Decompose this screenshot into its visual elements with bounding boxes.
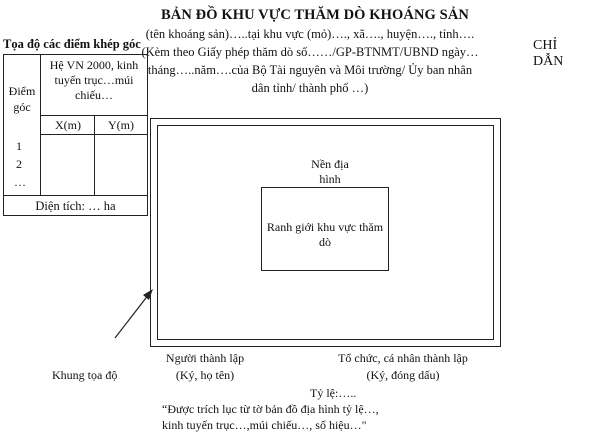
scale-label: Tỷ lệ:….. (310, 386, 357, 400)
org-label: Tổ chức, cá nhân thành lập (338, 351, 468, 365)
creator-label: Người thành lập (165, 351, 245, 365)
point-row: 1 (16, 139, 22, 153)
terrain-label: Nền địa hình (311, 157, 349, 186)
creator-note: (Ký, họ tên) (175, 368, 235, 382)
coord-table-title: Tọa độ các điểm khép góc (3, 37, 141, 51)
title-line-3: tháng…..năm….của Bộ Tài nguyên và Môi trường/ Ủy ban nhân (147, 63, 473, 77)
excerpt-line-2: kinh tuyến trục…,múi chiếu…, số hiệu…" (162, 418, 367, 432)
boundary-label: Ranh giới khu vực thăm dò (266, 220, 384, 249)
coord-table (3, 54, 148, 216)
title-line-4: dân tỉnh/ thành phố …) (251, 81, 369, 95)
col-system-header: Hệ VN 2000, kinh tuyến trục…múi chiếu… (49, 58, 139, 102)
legend-title: CHỈ DẪN (533, 38, 564, 69)
org-note: (Ký, đóng dấu) (366, 368, 440, 382)
col-x-header: X(m) (55, 118, 81, 132)
area-label: Diện tích: … ha (35, 199, 116, 213)
col-point-header: Điểm góc (8, 84, 36, 114)
frame-arrow-icon (100, 285, 160, 345)
page-title: BẢN ĐỒ KHU VỰC THĂM DÒ KHOÁNG SẢN (161, 7, 469, 23)
title-line-2: (Kèm theo Giấy phép thăm dò số……/GP-BTNMT/UBND ngày… (141, 45, 479, 59)
point-row: 2 (16, 157, 22, 171)
col-y-header: Y(m) (108, 118, 134, 132)
title-line-1: (tên khoáng sản)…..tại khu vực (mỏ)…., xã…., huyện…., tỉnh…. (145, 27, 475, 41)
excerpt-line-1: “Được trích lục từ tờ bản đồ địa hình tỷ lệ…, (162, 402, 379, 416)
point-row: … (14, 175, 26, 189)
frame-label: Khung tọa độ (52, 368, 118, 382)
